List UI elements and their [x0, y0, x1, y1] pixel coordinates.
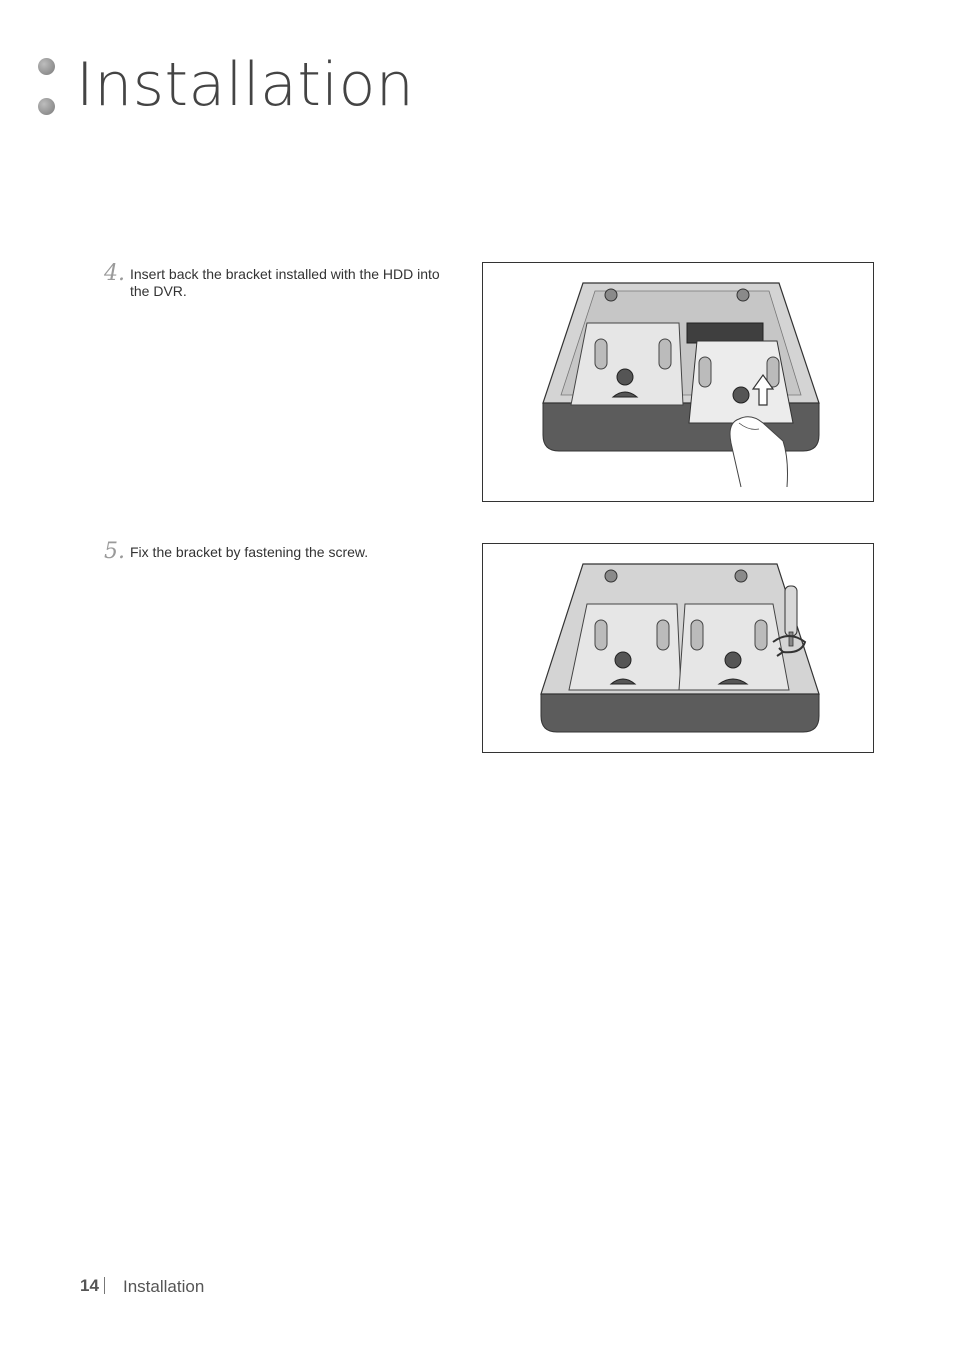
page-number: 14 [80, 1276, 99, 1295]
step-number: 4. [104, 261, 125, 286]
step-number: 5. [104, 539, 125, 564]
footer-divider [104, 1277, 105, 1294]
dvr-fasten-screw-illustration [483, 544, 873, 752]
page-title: Installation [76, 50, 415, 120]
step-text: Insert back the bracket installed with the HDD into the DVR. [130, 266, 440, 299]
footer-section-label: Installation [123, 1277, 205, 1296]
dvr-insert-bracket-illustration [483, 263, 873, 501]
figure-insert-bracket [482, 262, 874, 502]
figure-fasten-screw [482, 543, 874, 753]
title-bullets-icon [36, 58, 60, 118]
step-text: Fix the bracket by fastening the screw. [130, 544, 369, 560]
